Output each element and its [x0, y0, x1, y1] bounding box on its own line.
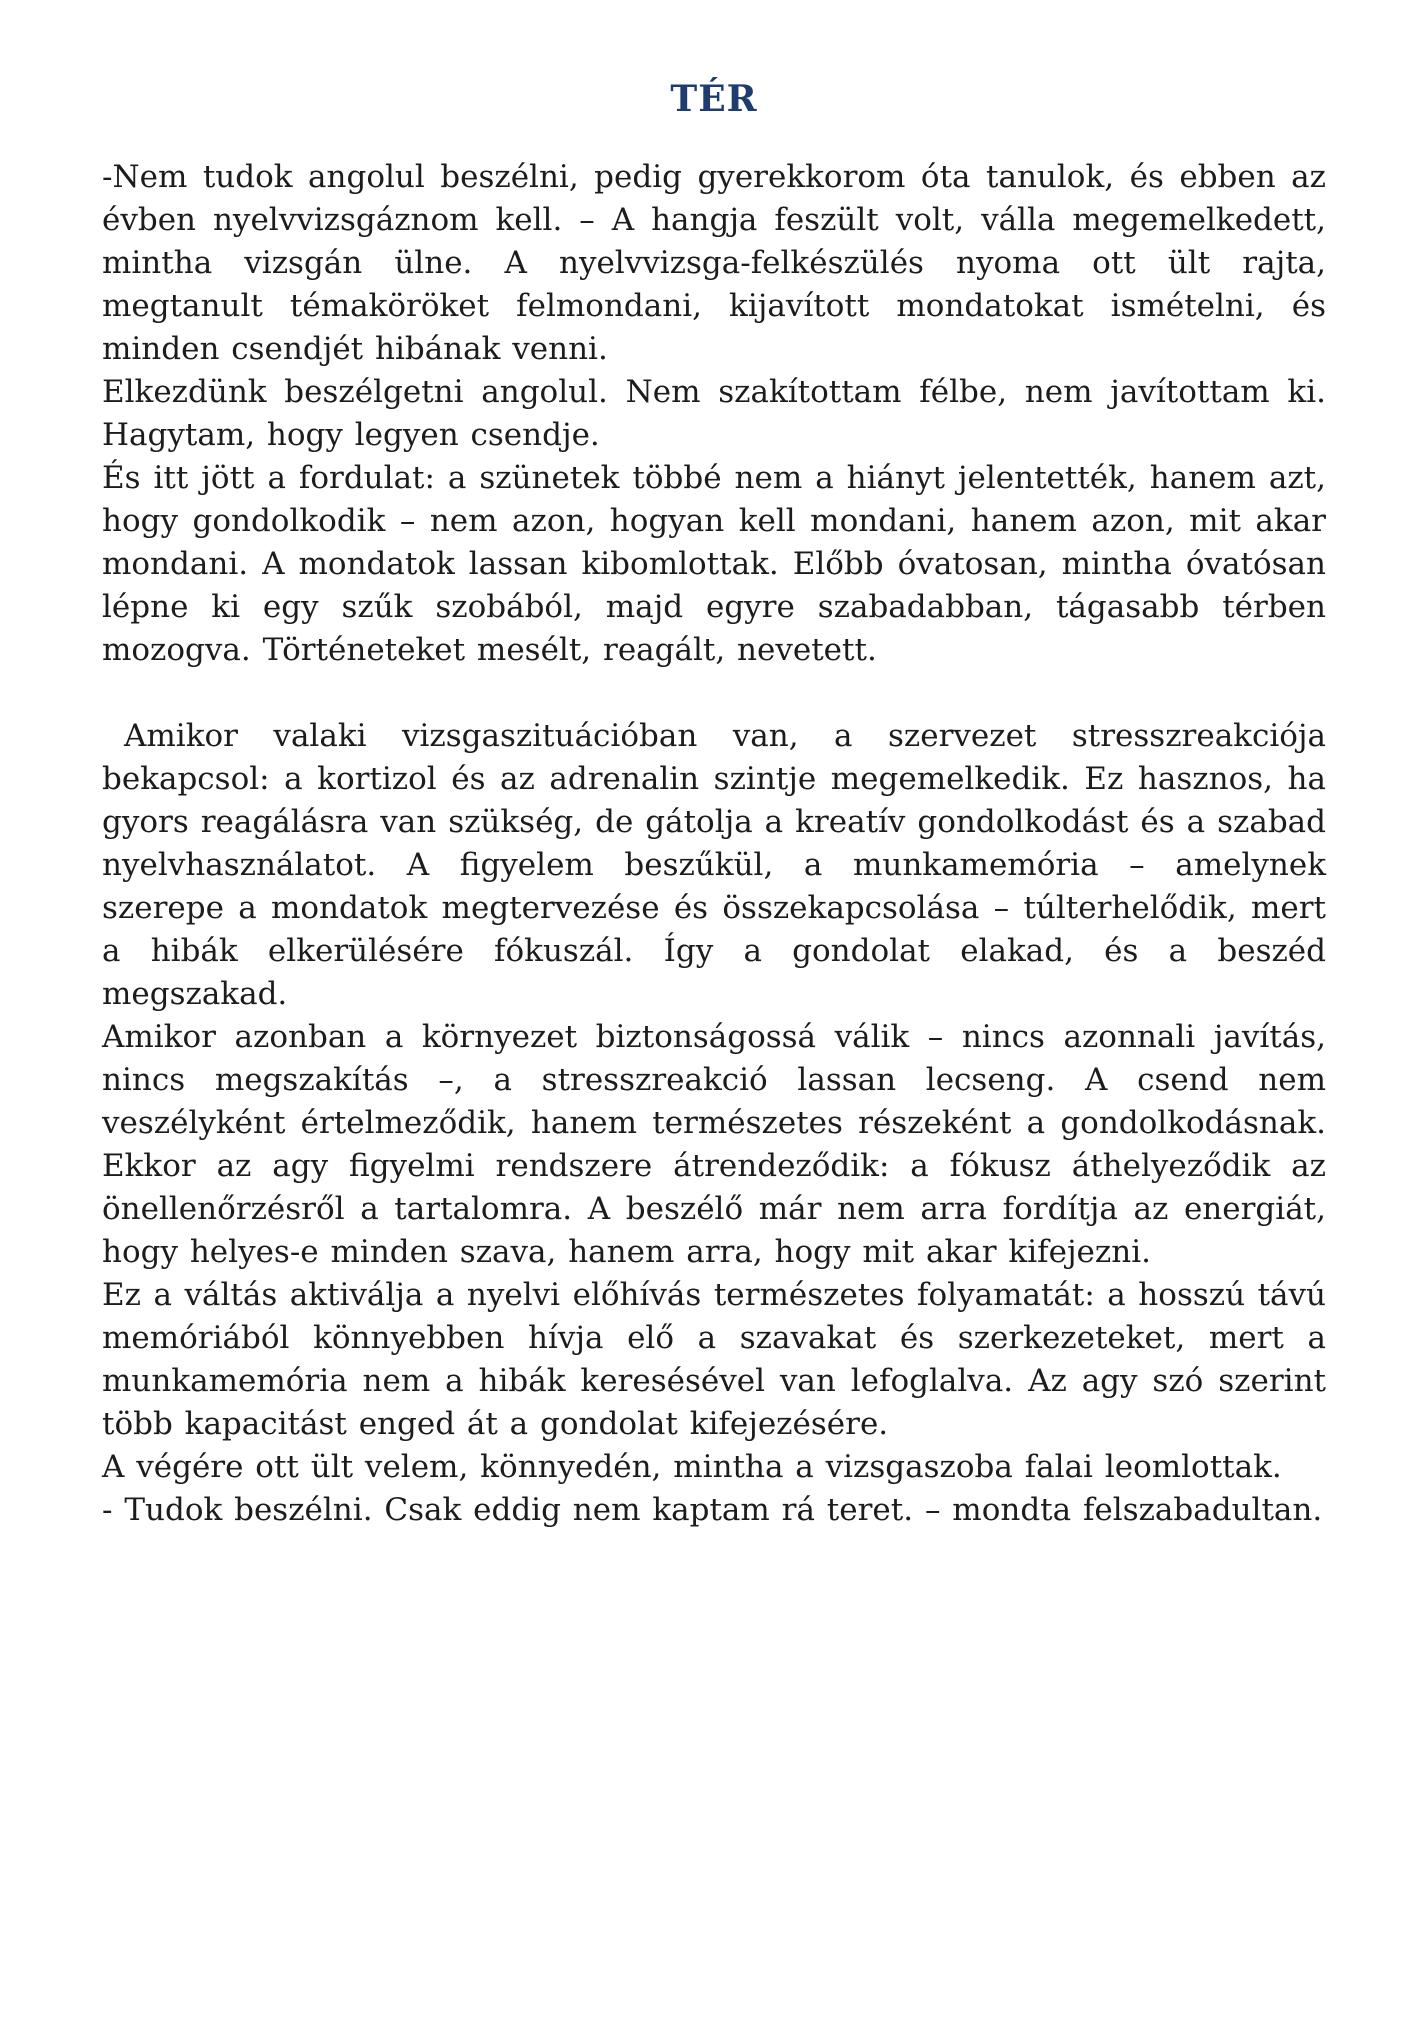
paragraph-6: Ez a váltás aktiválja a nyelvi előhívás természetes folyamatát: a hosszú távú memóriából könnyebben hívja elő a szavakat és szerkezeteket, mert a munkamemória nem a hibák keresésével van lefoglalva. Az agy szó szerint több kapacitást enged át a gondolat kifejezésére. — [102, 1277, 1326, 1442]
page-title: TÉR — [670, 78, 758, 120]
paragraph-2: Elkezdünk beszélgetni angolul. Nem szakítottam félbe, nem javítottam ki. Hagytam, hogy legyen csendje. — [102, 374, 1326, 453]
paragraph-3: És itt jött a fordulat: a szünetek többé nem a hiányt jelentették, hanem azt, hogy gondolkodik – nem azon, hogyan kell mondani, hanem azon, mit akar mondani. A mondatok lassan kibomlottak. Előbb óvatosan, mintha óvatósan lépne ki egy szűk szobából, majd egyre szabadabban, tágasabb térben mozogva. Történeteket mesélt, reagált, nevetett. — [102, 460, 1326, 668]
paragraph-5: Amikor azonban a környezet biztonságossá válik – nincs azonnali javítás, nincs megszakítás –, a stresszreakció lassan lecseng. A csend nem veszélyként értelmeződik, hanem természetes részeként a gondolkodásnak. Ekkor az agy figyelmi rendszere átrendeződik: a fókusz áthelyeződik az önellenőrzésről a tartalomra. A beszélő már nem arra fordítja az energiát, hogy helyes-e minden szava, hanem arra, hogy mit akar kifejezni. — [102, 1019, 1326, 1270]
paragraph-1: -Nem tudok angolul beszélni, pedig gyerekkorom óta tanulok, és ebben az évben nyelvvizsgáznom kell. – A hangja feszült volt, válla megemelkedett, mintha vizsgán ülne. A nyelvvizsga-felkészülés nyoma ott ült rajta, megtanult témaköröket felmondani, kijavított mondatokat ismételni, és minden csendjét hibának venni. — [102, 159, 1326, 367]
paragraph-7: A végére ott ült velem, könnyedén, mintha a vizsgaszoba falai leomlottak. — [102, 1449, 1282, 1485]
paragraph-8: - Tudok beszélni. Csak eddig nem kaptam rá teret. – mondta felszabadultan. — [102, 1492, 1323, 1528]
document-body — [102, 156, 1326, 1532]
paragraph-4: Amikor valaki vizsgaszituációban van, a szervezet stresszreakciója bekapcsol: a kortizol és az adrenalin szintje megemelkedik. Ez hasznos, ha gyors reagálásra van szükség, de gátolja a kreatív gondolkodást és a szabad nyelvhasználatot. A figyelem beszűkül, a munkamemória – amelynek szerepe a mondatok megtervezése és összekapcsolása – túlterhelődik, mert a hibák elkerülésére fókuszál. Így a gondolat elakad, és a beszéd megszakad. — [102, 718, 1326, 1012]
